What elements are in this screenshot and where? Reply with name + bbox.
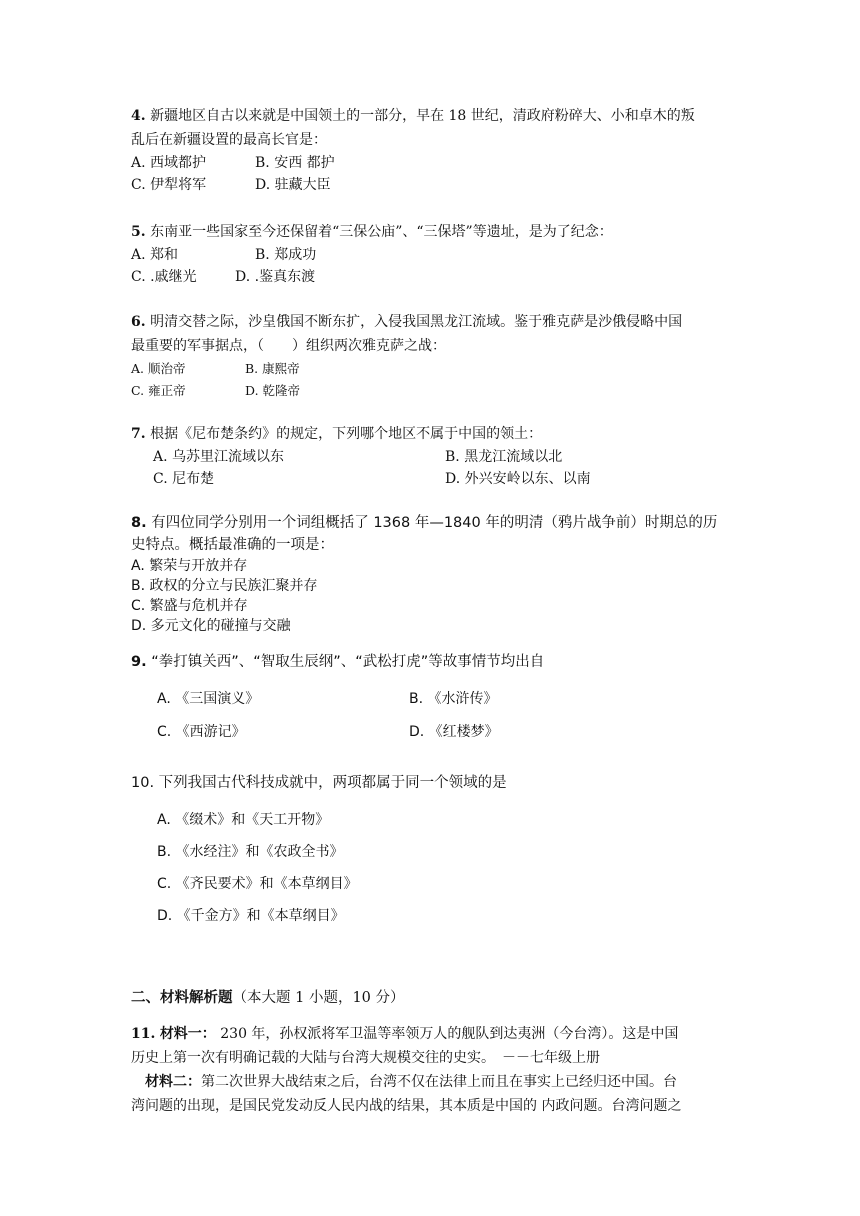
option-d: D. 《红楼梦》 xyxy=(409,724,499,740)
question-10 xyxy=(131,772,731,932)
option-b: B. 康熙帝 xyxy=(245,361,300,376)
option-d: D. 乾隆帝 xyxy=(245,383,301,398)
option-c: C. 尼布楚 xyxy=(153,471,215,487)
question-stem: 4. 新疆地区自古以来就是中国领土的一部分，早在 18 世纪，清政府粉碎大、小和卓木的叛 乱后在新疆设置的最高长官是： xyxy=(131,108,695,148)
material-one: 11. 材料一： 230 年，孙权派将军卫温等率领万人的舰队到达夷洲（今台湾）。这是中国 历史上第一次有明确记载的大陆与台湾大规模交往的史实。 －－七年级上册 xyxy=(131,1026,679,1066)
option-c: C. 《齐民要术》和《本草纲目》 xyxy=(157,876,358,892)
question-4 xyxy=(131,104,731,196)
material-two-continued: 湾问题的出现，是国民党发动反人民内战的结果，其本质是中国的 内政问题。台湾问题之 xyxy=(131,1098,682,1114)
section-title: 二、材料解析题（本大题 1 小题，10 分） xyxy=(131,989,405,1006)
material-two: 材料二：第二次世界大战结束之后，台湾不仅在法律上而且在事实上已经归还中国。台 xyxy=(145,1074,677,1090)
option-a: A. 《三国演义》 xyxy=(157,691,260,707)
question-5 xyxy=(131,220,731,288)
option-b: B. 郑成功 xyxy=(255,247,317,263)
option-c: C. 伊犁将军 xyxy=(131,177,207,193)
question-7 xyxy=(131,422,731,490)
question-options xyxy=(131,683,731,749)
option-d: D. 驻藏大臣 xyxy=(255,177,331,193)
question-stem: 8. 有四位同学分别用一个词组概括了 1368 年—1840 年的明清（鸦片战争前）时期总的历 史特点。概括最准确的一项是： xyxy=(131,515,718,553)
question-11-material xyxy=(131,1022,733,1118)
option-d: D. 《千金方》和《本草纲目》 xyxy=(157,908,345,924)
option-c: C. 《西游记》 xyxy=(157,724,246,740)
question-8 xyxy=(131,512,731,636)
option-c: C. 繁盛与危机并存 xyxy=(131,598,248,614)
section-note: （本大题 1 小题，10 分） xyxy=(232,990,405,1006)
option-a: A. 乌苏里江流域以东 xyxy=(153,449,285,465)
option-d: D. 多元文化的碰撞与交融 xyxy=(131,618,291,634)
option-a: A. 顺治帝 xyxy=(131,361,186,376)
option-b: B. 政权的分立与民族汇聚并存 xyxy=(131,578,318,594)
option-c: C. 雍正帝 xyxy=(131,383,186,398)
question-options xyxy=(131,804,731,932)
question-6 xyxy=(131,310,731,402)
option-b: B. 《水经注》和《农政全书》 xyxy=(157,844,344,860)
option-d: D. 外兴安岭以东、以南 xyxy=(445,471,591,487)
question-stem: 9. “拳打镇关西”、“智取生辰纲”、“武松打虎”等故事情节均出自 xyxy=(131,654,545,670)
question-stem: 6. 明清交替之际，沙皇俄国不断东扩，入侵我国黑龙江流域。鉴于雅克萨是沙俄侵略中国 最重要的军事据点，（ ）组织两次雅克萨之战： xyxy=(131,314,683,354)
question-9 xyxy=(131,651,731,749)
question-options xyxy=(131,556,731,636)
question-stem: 7. 根据《尼布楚条约》的规定，下列哪个地区不属于中国的领土： xyxy=(131,426,543,442)
option-a: A. 西域都护 xyxy=(131,155,207,171)
question-options xyxy=(131,244,731,288)
option-b: B. 黑龙江流域以北 xyxy=(445,449,563,465)
option-c: C. .戚继光 xyxy=(131,269,197,285)
question-options xyxy=(131,152,731,196)
option-d: D. .鉴真东渡 xyxy=(235,269,316,285)
option-a: A. 《缀术》和《天工开物》 xyxy=(157,812,330,828)
question-stem: 5. 东南亚一些国家至今还保留着“三保公庙”、“三保塔”等遗址，是为了纪念： xyxy=(131,224,613,240)
question-options xyxy=(131,358,731,402)
option-b: B. 《水浒传》 xyxy=(409,691,498,707)
option-a: A. 郑和 xyxy=(131,247,179,263)
option-b: B. 安西 都护 xyxy=(255,155,335,171)
question-options xyxy=(131,446,731,490)
question-stem: 10. 下列我国古代科技成就中，两项都属于同一个领域的是 xyxy=(131,775,507,791)
option-a: A. 繁荣与开放并存 xyxy=(131,558,248,574)
